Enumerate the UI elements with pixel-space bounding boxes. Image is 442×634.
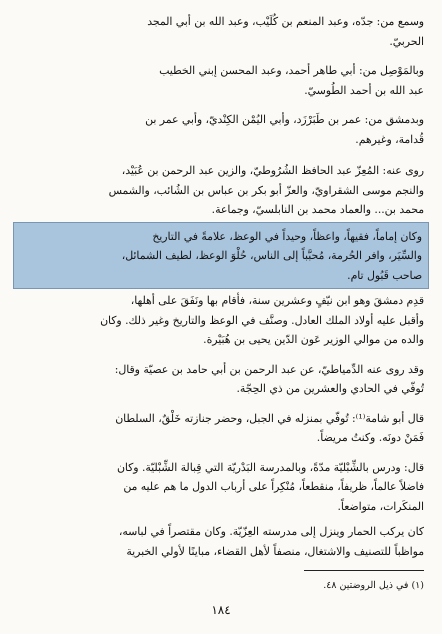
paragraph-6	[18, 291, 424, 350]
text-line: والسِّيَر، وافر الحُرمة، مُحبَّباً إلى الناس، حُلْوَ الوعظ، لطيف الشمائل،	[121, 249, 422, 262]
text-line: قال: ودرس بالشِّبْليّة مدّةً، وبالمدرسة البَدْريّة التي قِبالة الشِّبْليّة. وكان	[116, 460, 424, 474]
paragraph-2	[18, 61, 424, 100]
paragraph-7	[18, 360, 424, 399]
paragraph-9	[18, 458, 424, 517]
text-line: محمد بن... والعماد محمد بن النابلسيّ، وجماعة.	[211, 203, 424, 216]
text-line: وكان إماماً، فقيهاً، واعظاً، وحيداً في الوعظ، علامةً في التاريخ	[152, 229, 422, 243]
text-line: وأقبل عليه أولاد الملك العادل. وصنَّف في الوعظ والتاريخ وغير ذلك. وكان	[100, 313, 424, 327]
paragraph-3	[18, 110, 424, 149]
text-line: الحربيّ.	[389, 34, 424, 48]
text-line: كان يركب الحمار وينزل إلى مدرسته العِزّيّة. وكان مقتصراً في لباسه،	[118, 525, 424, 538]
footnote-divider	[304, 570, 424, 571]
text-line: فاضلاً عالماً، ظريفاً، منقطعاً، مُنْكِراً على أرباب الدول ما هم عليه من	[123, 480, 424, 493]
highlighted-paragraph	[13, 222, 429, 290]
text-line: قال أبو شامة⁽¹⁾: تُوفّي بمنزله في الجبل، وحضر جنازته خَلْقٌ، السلطان	[115, 411, 424, 425]
text-line: والده من موالي الوزير عَون الدّين يحيى بن هُبَيْرة.	[203, 333, 424, 346]
text-line: تُوفّي في الحادي والعشرين من ذي الحِجّة.	[236, 382, 424, 395]
text-line: قدِم دمشقَ وهو ابن نيّفٍ وعشرين سنة، فأقام بها ونَفَقَ على أهلها،	[130, 294, 424, 307]
text-line: مواظباً للتصنيف والاشتغال، منصفاً لأهل القضاء، مباينًا لأولي الخبرية	[126, 544, 424, 558]
paragraph-8	[18, 409, 424, 448]
text-line: وسمع من: جدّه، وعبد المنعم بن كُلَيْب، وعبد الله بن أبي المجد	[147, 15, 424, 28]
text-line: عبد الله بن أحمد الطُوسيّ.	[304, 83, 424, 97]
page-number: ١٨٤	[211, 603, 231, 617]
footnote: (١) في ذيل الروضتين ٤٨.	[323, 580, 424, 591]
text-line: وقد روى عنه الدِّمياطيّ، عن عبد الرحمن بن أبي حامد بن عصيّة وقال:	[114, 362, 424, 376]
text-line: وبدمشق من: عمر بن طَبَرْزَد، وأبي اليُمْن الكِنْديّ، وأبي عمر بن	[145, 113, 424, 126]
paragraph-1	[18, 12, 424, 51]
paragraph-10	[18, 522, 424, 561]
text-line: وبالمَوْصِل من: أبي طاهر أحمد، وعبد المحسن إبني الخطيب	[159, 64, 424, 77]
text-line: صاحب قَبُول تام.	[347, 268, 422, 282]
text-line: والنجم موسى الشقراويّ، والعزّ أبو بكر بن عباس بن الشُائب، والشمس	[108, 183, 424, 197]
text-line: المنكَرات، متواضعاً.	[337, 499, 424, 513]
text-line: روى عنه: المُعِزّ عبد الحافظ الشُرُوطيّ، والزين عبد الرحمن بن عُبَيْد،	[121, 164, 424, 177]
paragraph-4	[18, 161, 424, 220]
text-line: فَمَنْ دونَه. وكنتُ مريضاً.	[316, 431, 424, 444]
text-line: قُدامة، وغيرهم.	[355, 132, 424, 146]
